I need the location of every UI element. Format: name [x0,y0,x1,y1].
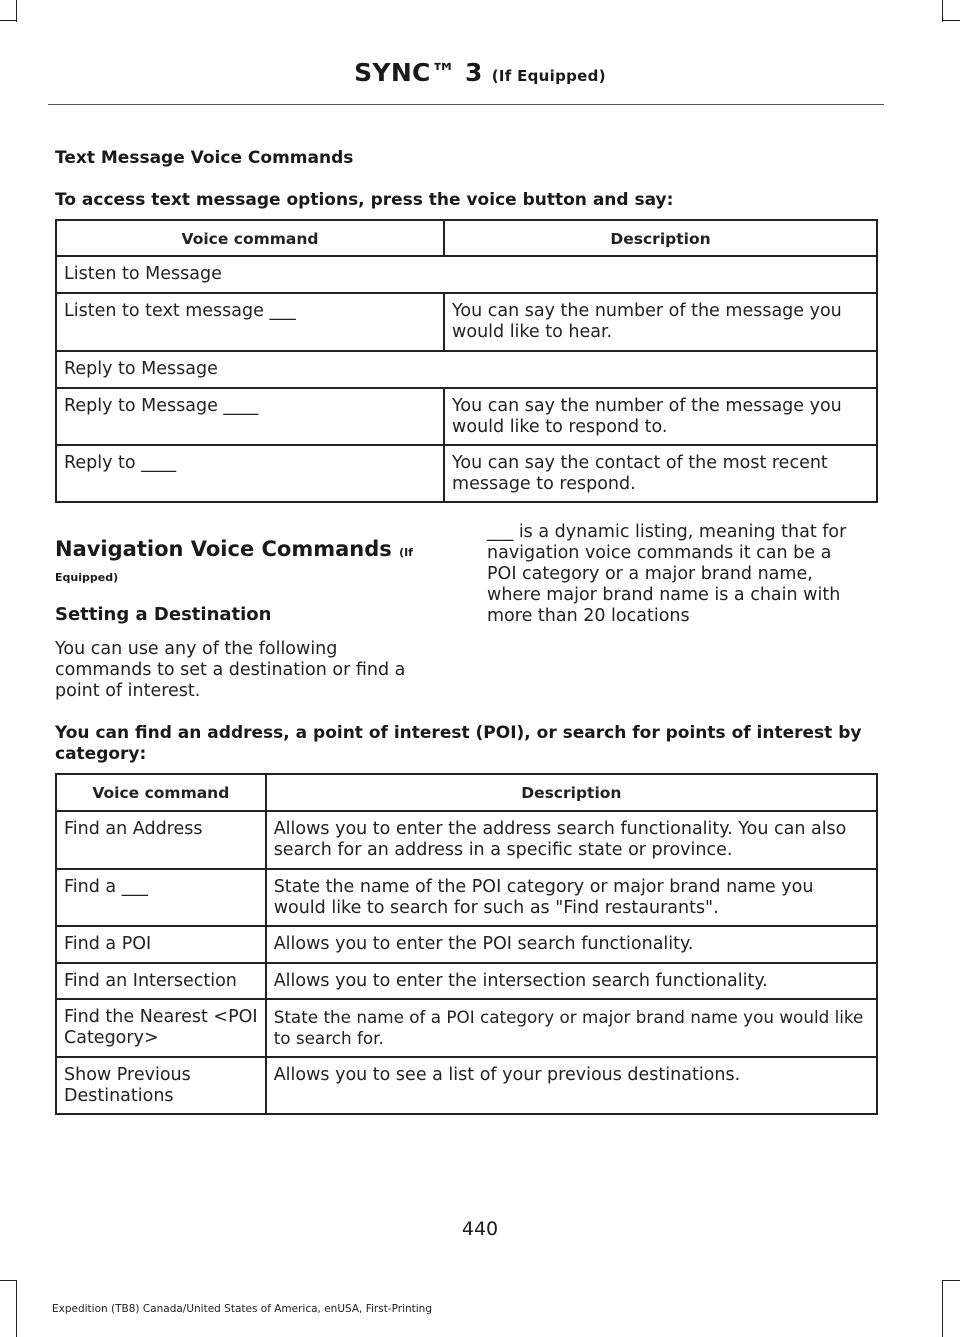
section-heading-text-message: Text Message Voice Commands [55,148,354,168]
table-row [56,445,877,502]
description-cell: State the name of the POI category or major brand name you would like to search for such as "Find restaurants". [266,869,877,926]
navigation-heading-text: Navigation Voice Commands [55,537,392,561]
voice-command-cell: Find an Address [56,811,266,869]
table-row [56,999,877,1057]
header-title: SYNC™ 3 [354,58,483,87]
table-row [56,1057,877,1114]
crop-mark [942,1280,960,1281]
table-group-cell: Reply to Message [56,351,877,388]
table-row [56,869,877,926]
table-row [56,926,877,963]
voice-command-cell: Show Previous Destinations [56,1057,266,1114]
header-divider [48,104,884,105]
table-row [56,811,877,869]
description-cell: State the name of a POI category or major brand name you would like to search for. [266,999,877,1057]
column-header-voice-command: Voice command [56,220,444,256]
navigation-heading-suffix: (If [399,546,413,559]
voice-command-cell: Listen to text message ___ [56,293,444,351]
description-cell: You can say the number of the message you would like to hear. [444,293,877,351]
crop-mark [0,20,17,21]
table-group-cell: Listen to Message [56,256,877,293]
crop-mark [942,1280,943,1337]
description-cell: Allows you to enter the POI search functionality. [266,926,877,963]
page-number: 440 [461,1218,499,1240]
table-row [56,388,877,445]
table-row [56,351,877,388]
table-header-row [56,774,877,811]
crop-mark [0,1280,17,1281]
table-row [56,963,877,999]
navigation-heading-suffix-line2: Equipped) [55,571,119,584]
crop-mark [942,20,960,21]
dynamic-listing-note: ___ is a dynamic listing, meaning that for navigation voice commands it can be a POI category or a major brand name, where major brand name is a chain with more than 20 locations [487,522,847,626]
column-header-description: Description [444,220,877,256]
crop-mark [16,1280,17,1337]
text-message-intro: To access text message options, press the voice button and say: [55,190,674,210]
voice-command-cell: Find a POI [56,926,266,963]
table-header-row [56,220,877,256]
page-header [0,58,960,87]
navigation-intro: You can find an address, a point of interest (POI), or search for points of interest by category: [55,723,862,764]
footer-text: Expedition (TB8) Canada/United States of America, enUSA, First-Printing [52,1303,433,1315]
description-cell: You can say the number of the message you would like to respond to. [444,388,877,445]
navigation-left-paragraph: You can use any of the following commands to set a destination or find a point of interest. [55,639,406,701]
voice-command-cell: Find a ___ [56,869,266,926]
crop-mark [16,0,17,22]
voice-command-cell: Reply to Message ____ [56,388,444,445]
table-row [56,293,877,351]
description-cell: Allows you to see a list of your previous destinations. [266,1057,877,1114]
description-cell: Allows you to enter the address search functionality. You can also search for an address in a specific state or province. [266,811,877,869]
text-message-commands-table [55,219,878,503]
column-header-description: Description [266,774,877,811]
navigation-commands-table [55,773,878,1115]
subheading-setting-destination: Setting a Destination [55,604,272,625]
crop-mark [942,0,943,22]
description-cell: You can say the contact of the most recent message to respond. [444,445,877,502]
column-header-voice-command: Voice command [56,774,266,811]
voice-command-cell: Reply to ____ [56,445,444,502]
voice-command-cell: Find an Intersection [56,963,266,999]
description-cell: Allows you to enter the intersection search functionality. [266,963,877,999]
table-row [56,256,877,293]
section-heading-navigation [55,537,413,561]
voice-command-cell: Find the Nearest <POI Category> [56,999,266,1057]
header-title-suffix: (If Equipped) [491,67,606,85]
